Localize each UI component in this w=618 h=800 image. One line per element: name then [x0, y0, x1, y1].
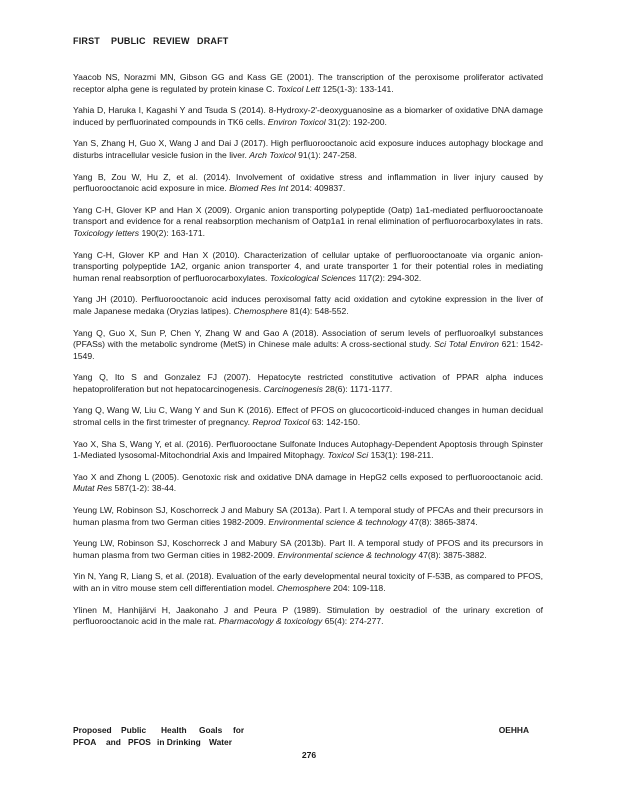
reference-entry: Yang B, Zou W, Hu Z, et al. (2014). Involvement of oxidative stress and inflammation in liver injury caused by perfluorooctanoic acid exposure in mice. Biomed Res Int 2014: 409837. — [73, 171, 543, 194]
reference-entry: Yang Q, Ito S and Gonzalez FJ (2007). Hepatocyte restricted constitutive activation of PPAR alpha induces hepatoproliferation but not hepatocarcinogenesis. Carcinogenesis 28(6): 1171-1177. — [73, 372, 543, 394]
reference-entry: Yang Q, Guo X, Sun P, Chen Y, Zhang W and Gao A (2018). Association of serum levels of perfluoroalkyl substances (PFASs) with the metabolic syndrome (MetS) in Chinese male adults: A cross-sectional study. Sci Total Environ 621: 1542-1549. — [73, 327, 544, 361]
journal-name: Environ Toxicol — [267, 116, 326, 127]
journal-name: Environmental science & technology — [268, 516, 407, 527]
reference-entry: Yang JH (2010). Perfluorooctanoic acid induces peroxisomal fatty acid oxidation and cytokine expression in the liver of male Japanese medaka (Oryzias latipes). Chemosphere 81(4): 548-552. — [73, 294, 543, 316]
journal-name: Chemosphere — [233, 305, 288, 316]
reference-entry: Yang C-H, Glover KP and Han X (2009). Organic anion transporting polypeptide (Oatp) 1a1-mediated perfluorooctanoate transport and evidence for a renal reabsorption mechanism of Oatp1a1 in renal elimination of perfluorocarboxylates in rats. Toxicology letters 190(2): 163-171. — [73, 204, 543, 238]
reference-entry: Ylinen M, Hanhijärvi H, Jaakonaho J and Peura P (1989). Stimulation by oestradiol of the urinary excretion of perfluorooctanoic acid in the male rat. Pharmacology & toxicology 65(4): 274-277. — [73, 604, 543, 627]
header-word-public: PUBLIC — [111, 36, 146, 46]
journal-name: Chemosphere — [276, 583, 331, 593]
footer-title-line-1: Proposed Public Health Goals for — [73, 725, 245, 735]
journal-name: Toxicol Sci — [327, 450, 369, 461]
header-word-review: REVIEW — [153, 36, 190, 46]
reference-entry: Yao X, Sha S, Wang Y, et al. (2016). Perfluorooctane Sulfonate Induces Autophagy-Dependent Apoptosis through Spinster 1-Mediated lysosomal-Mitochondrial Axis and Impaired Mitophagy. Toxicol Sci 153(1): 198-211. — [73, 438, 543, 461]
reference-entry: Yeung LW, Robinson SJ, Koschorreck J and Mabury SA (2013b). Part II. A temporal study of PFOS and its precursors in human plasma from two German cities in 1982-2009. Environmental science & technology 47(8): 3875-3882. — [73, 538, 543, 560]
journal-name: Reprod Toxicol — [252, 417, 310, 428]
header-word-draft: DRAFT — [197, 36, 229, 46]
reference-entry: Yang C-H, Glover KP and Han X (2010). Characterization of cellular uptake of perfluorooctanoate via organic anion-transporting polypeptide 1A2, organic anion transporter 4, and urate transporter 1 for their potential roles in mediating human renal reabsorption of perfluorocarboxylates. Toxicological Sciences 117(2): 294-302. — [73, 249, 543, 283]
journal-name: Toxicol Lett — [277, 83, 321, 94]
journal-name: Carcinogenesis — [263, 383, 323, 394]
journal-name: Sci Total Environ — [434, 339, 499, 350]
header-word-first: FIRST — [73, 36, 100, 46]
journal-name: Environmental science & technology — [277, 549, 416, 560]
journal-name: Arch Toxicol — [249, 149, 296, 160]
footer-agency: OEHHA — [498, 725, 529, 735]
reference-list — [73, 72, 543, 638]
page-number: 276 — [301, 750, 317, 760]
reference-entry: Yan S, Zhang H, Guo X, Wang J and Dai J (2017). High perfluorooctanoic acid exposure induces autophagy blockage and disturbs intracellular vesicle fusion in the liver. Arch Toxicol 91(1): 247-258. — [73, 138, 543, 160]
reference-entry: Yeung LW, Robinson SJ, Koschorreck J and Mabury SA (2013a). Part I. A temporal study of PFCAs and their precursors in human plasma from two German cities 1982-2009. Environmental science & technology 47(8): 3865-3874. — [73, 505, 543, 527]
footer-title-line-2: PFOA and PFOS in Drinking Water — [73, 736, 232, 747]
journal-name: Mutat Res — [73, 483, 113, 494]
reference-entry: Yao X and Zhong L (2005). Genotoxic risk and oxidative DNA damage in HepG2 cells exposed to perfluorooctanoic acid. Mutat Res 587(1-2): 38-44. — [73, 471, 543, 494]
reference-entry: Yin N, Yang R, Liang S, et al. (2018). Evaluation of the early developmental neural toxicity of F-53B, as compared to PFOS, with an in vitro mouse stem cell differentiation model. Chemosphere 204: 109-118. — [73, 571, 543, 593]
reference-entry: Yang Q, Wang W, Liu C, Wang Y and Sun K (2016). Effect of PFOS on glucocorticoid-induced changes in human decidual stromal cells in the first trimester of pregnancy. Reprod Toxicol 63: 142-150. — [73, 405, 543, 428]
reference-entry: Yaacob NS, Norazmi MN, Gibson GG and Kass GE (2001). The transcription of the peroxisome proliferator activated receptor alpha gene is regulated by protein kinase C. Toxicol Lett 125(1-3): 133-141. — [73, 72, 543, 94]
journal-name: Pharmacology & toxicology — [218, 616, 323, 627]
journal-name: Toxicology letters — [73, 227, 140, 238]
journal-name: Biomed Res Int — [229, 183, 288, 194]
reference-entry: Yahia D, Haruka I, Kagashi Y and Tsuda S (2014). 8-Hydroxy-2'-deoxyguanosine as a biomarker of oxidative DNA damage induced by perfluorinated compounds in TK6 cells. Environ Toxicol 31(2): 192-200. — [73, 105, 543, 127]
journal-name: Toxicological Sciences — [269, 272, 356, 283]
running-footer — [73, 725, 543, 748]
running-header — [73, 36, 229, 46]
